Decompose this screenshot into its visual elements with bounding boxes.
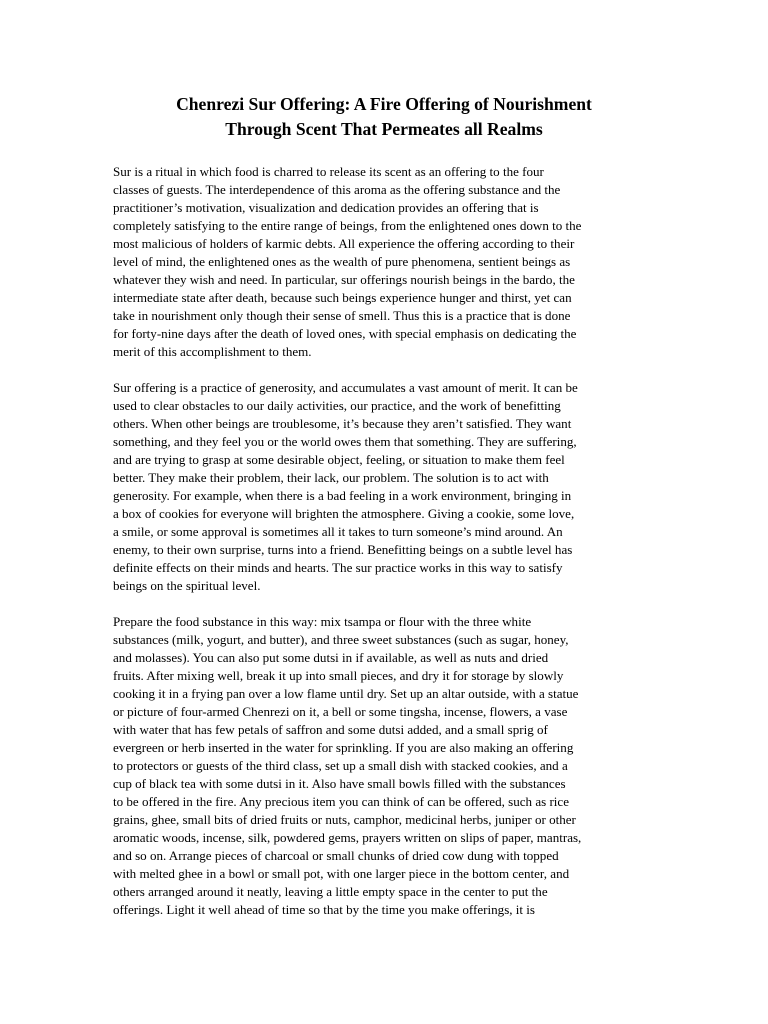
text-line: with melted ghee in a bowl or small pot, with one larger piece in the bottom center, and [113,866,570,881]
text-line: classes of guests. The interdependence of this aroma as the offering substance and the [113,182,561,197]
text-line: others arranged around it neatly, leaving a little empty space in the center to put the [113,884,548,899]
text-line: to be offered in the fire. Any precious item you can think of can be offered, such as rice [113,794,569,809]
text-line: whatever they wish and need. In particular, sur offerings nourish beings in the bardo, the [113,272,575,287]
text-line: cooking it in a frying pan over a low flame until dry. Set up an altar outside, with a statue [113,686,579,701]
text-line: and molasses). You can also put some dutsi in if available, as well as nuts and dried [113,650,549,665]
text-line: practitioner’s motivation, visualization and dedication provides an offering that is [113,200,539,215]
text-line: definite effects on their minds and hearts. The sur practice works in this way to satisfy [113,560,563,575]
text-line: grains, ghee, small bits of dried fruits or nuts, camphor, medicinal herbs, juniper or other [113,812,576,827]
text-line: merit of this accomplishment to them. [113,344,312,359]
paragraph [113,613,658,919]
document-body [113,163,658,937]
text-line: or picture of four-armed Chenrezi on it, a bell or some tingsha, incense, flowers, a vase [113,704,568,719]
title-line: Through Scent That Permeates all Realms [225,118,543,139]
text-line: Sur is a ritual in which food is charred to release its scent as an offering to the four [113,164,544,179]
text-line: substances (milk, yogurt, and butter), and three sweet substances (such as sugar, honey, [113,632,569,647]
text-line: Prepare the food substance in this way: mix tsampa or flour with the three white [113,614,532,629]
text-line: and so on. Arrange pieces of charcoal or small chunks of dried cow dung with topped [113,848,559,863]
text-line: level of mind, the enlightened ones as the wealth of pure phenomena, sentient beings as [113,254,571,269]
text-line: generosity. For example, when there is a bad feeling in a work environment, bringing in [113,488,572,503]
title-line: Chenrezi Sur Offering: A Fire Offering of Nourishment [176,94,592,114]
text-line: and are trying to grasp at some desirable object, feeling, or situation to make them feel [113,452,565,467]
text-line: beings on the spiritual level. [113,578,261,593]
text-line: cup of black tea with some dutsi in it. Also have small bowls filled with the substances [113,776,566,791]
text-line: enemy, to their own surprise, turns into a friend. Benefitting beings on a subtle level has [113,542,573,557]
text-line: take in nourishment only though their sense of smell. Thus this is a practice that is done [113,308,571,323]
text-line: most malicious of holders of karmic debts. All experience the offering according to their [113,236,575,251]
text-line: evergreen or herb inserted in the water for sprinkling. If you are also making an offering [113,740,574,755]
text-line: a smile, or some approval is sometimes all it takes to turn someone’s mind around. An [113,524,563,539]
text-line: used to clear obstacles to our daily activities, our practice, and the work of benefitting [113,398,561,413]
text-line: offerings. Light it well ahead of time so that by the time you make offerings, it is [113,902,536,917]
text-line: others. When other beings are troublesome, it’s because they aren’t satisfied. They want [113,416,572,431]
text-line: with water that has few petals of saffron and some dutsi added, and a small sprig of [113,722,548,737]
page-title [96,92,672,141]
paragraph [113,163,658,361]
text-line: fruits. After mixing well, break it up into small pieces, and dry it for storage by slowly [113,668,564,683]
text-line: a box of cookies for everyone will brighten the atmosphere. Giving a cookie, some love, [113,506,575,521]
text-line: better. They make their problem, their lack, our problem. The solution is to act with [113,470,549,485]
text-line: Sur offering is a practice of generosity, and accumulates a vast amount of merit. It can be [113,380,578,395]
text-line: to protectors or guests of the third class, set up a small dish with stacked cookies, and a [113,758,568,773]
text-line: for forty-nine days after the death of loved ones, with special emphasis on dedicating the [113,326,577,341]
text-line: something, and they feel you or the world owes them that something. They are suffering, [113,434,577,449]
text-line: intermediate state after death, because such beings experience hunger and thirst, yet can [113,290,572,305]
paragraph [113,379,658,595]
text-line: completely satisfying to the entire range of beings, from the enlightened ones down to the [113,218,582,233]
text-line: aromatic woods, incense, silk, powdered gems, prayers written on slips of paper, mantras, [113,830,582,845]
